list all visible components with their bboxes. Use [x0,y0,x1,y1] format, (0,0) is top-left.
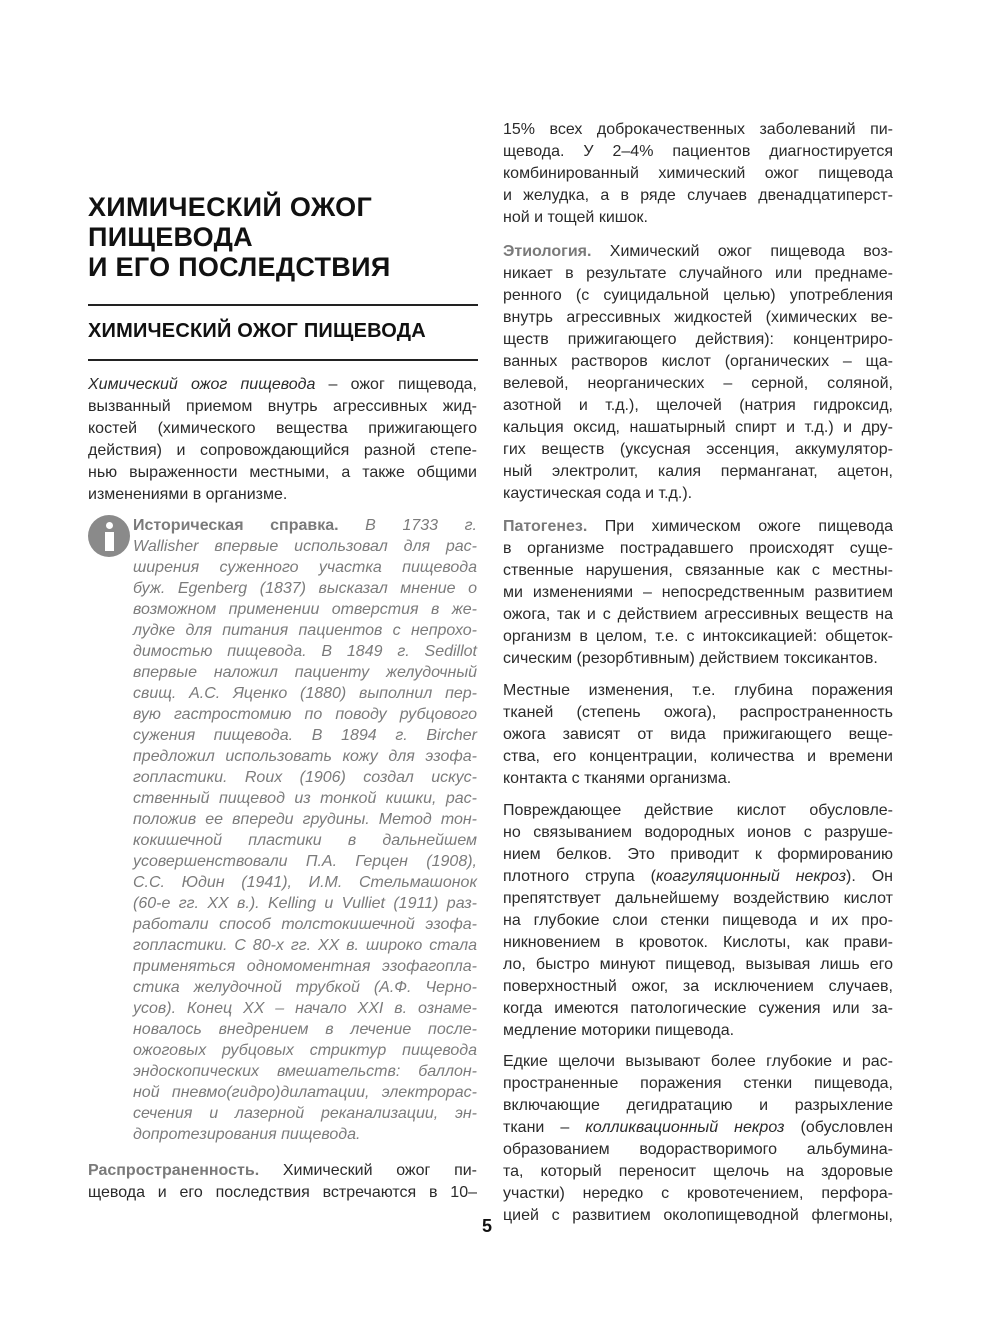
text-line: каустическая сода и т.д.). [503,485,693,502]
text-line: препятствует дальнейшему воздействию кислот [503,890,893,907]
text-line: сечения и лазерной реканализации, эн- [133,1105,477,1122]
chapter-title-line: ХИМИЧЕСКИЙ ОЖОГ [88,192,373,222]
text-line: ренного (с суицидальной целью) употребления [503,287,893,304]
text-line: организм в целом, т.е. с интоксикацией: общеток- [503,628,893,645]
text-line: нием белков. Это приводит к формированию [503,846,893,863]
divider-top [88,304,478,306]
text-line: гопластики. Roux (1906) создал искус- [133,769,477,786]
text-line: но связыванием водородных ионов с разруше- [503,824,893,841]
text-line: Местные изменения, т.е. глубина поражения [503,682,893,699]
text-line: и желудка, а в ряде случаев двенадцатиперст- [503,187,893,204]
text-span: ). Он [846,868,893,885]
text-line: в организме пострадавшего происходят суще- [503,540,893,557]
chapter-title [88,192,488,282]
text-line: ной и тощей кишок. [503,209,648,226]
text-line: вую гастростомию по поводу рубцового [133,706,477,723]
text-line [503,866,893,888]
emphasized-term: коагуляционный некроз [655,868,847,885]
chapter-title-line: И ЕГО ПОСЛЕДСТВИЯ [88,252,391,282]
text-line: Едкие щелочи вызывают более глубокие и рас- [503,1053,893,1070]
text-span: – ожог пищевода, [315,376,477,393]
text-line: впервые наложил пациенту желудочный [133,664,477,681]
text-line: ми изменениями – непосредственным развитием [503,584,893,601]
text-line: участки) нередко с кровотечением, перфора- [503,1185,893,1202]
text-line: ной пневмо(гидро)дилатации, электрорас- [133,1084,477,1101]
text-line: ло, быстро минуют пищевод, вызывая лишь его [503,956,893,973]
text-line: контакта с тканями организма. [503,770,732,787]
text-line [503,516,893,538]
text-line: ства, его концентрации, количества и времени [503,748,893,765]
emphasized-term: колликвационный некроз [585,1119,785,1136]
text-line: нью выраженности местными, а также общими [88,464,477,481]
text-line: димостью пищевода. В 1849 г. Sedillot [133,643,477,660]
text-line: ственные нарушения, связанные как с местны- [503,562,893,579]
text-line: применяться одномоментная эзофагопла- [133,958,477,975]
text-line: буж. Egenberg (1837) высказал мнение о [133,580,477,597]
paragraph [503,119,893,229]
text-line: та, который переносит щелочь на здоровые [503,1163,893,1180]
lead-in-heading: Патогенез. [503,518,588,535]
historical-note [133,515,477,1145]
text-line: изменениями в организме. [88,486,288,503]
lead-in-heading: Этиология. [503,243,592,260]
text-line: сужения пищевода. В 1894 г. Bircher [133,727,477,744]
text-line: лудке для питания пациентов с непрохо- [133,622,477,639]
text-line: 15% всех доброкачественных заболеваний пи- [503,121,893,138]
text-line: цией с развитием околопищеводной флегмоны, [503,1207,893,1224]
paragraph [503,800,893,1042]
text-line: ожога зависят от вида прижигающего веще- [503,726,893,743]
text-line: эндоскопических вмешательств: баллон- [133,1063,477,1080]
text-line: стика желудочной трубкой (А.Ф. Черно- [133,979,477,996]
paragraph [88,1160,477,1204]
text-line: костей (химического вещества прижигающего [88,420,477,437]
text-line: тканей (степень ожога), распространенность [503,704,893,721]
text-line: сическим (резорбтивным) действием токсикантов. [503,650,878,667]
text-line [88,1160,477,1182]
text-line: ожоговых рубцовых стриктур пищевода [133,1042,477,1059]
paragraph [503,680,893,790]
text-span: Химический ожог пищевода воз- [591,243,893,260]
text-line: никновением в кровоток. Кислоты, как прави- [503,934,893,951]
paragraph [503,241,893,505]
text-line: работали способ толстокишечной эзофа- [133,916,477,933]
text-line: С.С. Юдин (1941), И.М. Стельмашонок [133,874,477,891]
chapter-title-line: ПИЩЕВОДА [88,222,253,252]
text-line: ный электролит, калия перманганат, ацетон, [503,463,893,480]
paragraph [503,516,893,670]
text-span: В 1733 г. [338,517,478,534]
text-line: предложил использовать кожу для эзофа- [133,748,477,765]
page-number: 5 [482,1216,493,1236]
text-line [503,1117,893,1139]
text-line: комбинированный химический ожог пищевода [503,165,893,182]
text-line: азотной и т.д.), щелочей (натрия гидроксид, [503,397,893,414]
text-line: гопластики. С 80-х гг. XX в. широко стала [133,937,477,954]
text-line: положив ее впереди грудины. Метод тон- [133,811,477,828]
text-line: (60-е гг. XX в.). Kelling и Vulliet (1911) раз- [133,895,477,912]
text-line: новалось внедрением в лечение после- [133,1021,477,1038]
emphasized-term: Химический ожог пищевода [88,376,316,393]
lead-in-heading: Историческая справка. [133,517,339,534]
text-line: велевой, неорганических – серной, соляной, [503,375,893,392]
text-line: щевода. У 2–4% пациентов диагностируется [503,143,893,160]
info-icon [88,515,130,557]
text-line: усовершенствовали П.А. Герцен (1908), [133,853,477,870]
text-line: кальция оксид, нашатырный спирт и т.д.) и дру- [503,419,893,436]
text-line: свищ. А.С. Яценко (1880) выполнил пер- [133,685,477,702]
text-line: Wallisher впервые использовал для рас- [133,538,477,555]
text-line [503,241,893,263]
text-line: ширения суженного участка пищевода [133,559,477,576]
divider-bottom [88,359,478,361]
text-span: ткани – [503,1119,586,1136]
text-line: вызванный приемом внутрь агрессивных жид- [88,398,477,415]
text-span: Химический ожог пи- [259,1162,477,1179]
paragraph [503,1051,893,1227]
text-line: Повреждающее действие кислот обусловле- [503,802,893,819]
text-line: внутрь агрессивных жидкостей (химических ве- [503,309,893,326]
text-line: кокишечной пластики в дальнейшем [133,832,477,849]
lead-in-heading: Распространенность. [88,1162,260,1179]
text-line: допротезирования пищевода. [133,1126,361,1143]
text-line: ществ прижигающего действия): концентриро- [503,331,893,348]
text-line: когда имеются патологические сужения или за- [503,1000,893,1017]
text-line: включающие дегидратацию и разрыхление [503,1097,893,1114]
text-line: ственный пищевод из тонкой кишки, рас- [133,790,477,807]
text-line: образованием водорастворимого альбумина- [503,1141,893,1158]
text-span: При химическом ожоге пищевода [587,518,893,535]
text-line: ожога, так и с действием агрессивных веществ на [503,606,893,623]
text-line: усов). Конец XX – начало XXI в. ознаме- [133,1000,477,1017]
text-span: (обусловлен [784,1119,894,1136]
text-line: гих веществ (уксусная эссенция, аккумулятор- [503,441,893,458]
section-heading: ХИМИЧЕСКИЙ ОЖОГ ПИЩЕВОДА [88,320,426,342]
text-line: щевода и его последствия встречаются в 10– [88,1184,477,1201]
text-line: на глубокие слои стенки пищевода и их про- [503,912,893,929]
text-line: возможном применении отверстия в же- [133,601,477,618]
text-line [88,374,477,396]
text-line: действия) и сопровождающийся разной степе- [88,442,477,459]
text-span: плотного струпа ( [503,868,656,885]
text-line: поверхностный ожог, за исключением случаев, [503,978,893,995]
text-line: пространенные поражения стенки пищевода, [503,1075,893,1092]
paragraph [88,374,477,506]
text-line: никает в результате случайного или преднаме- [503,265,893,282]
text-line [133,515,477,536]
text-line: медление моторики пищевода. [503,1022,735,1039]
text-line: ванных растворов кислот (органических – ща- [503,353,893,370]
